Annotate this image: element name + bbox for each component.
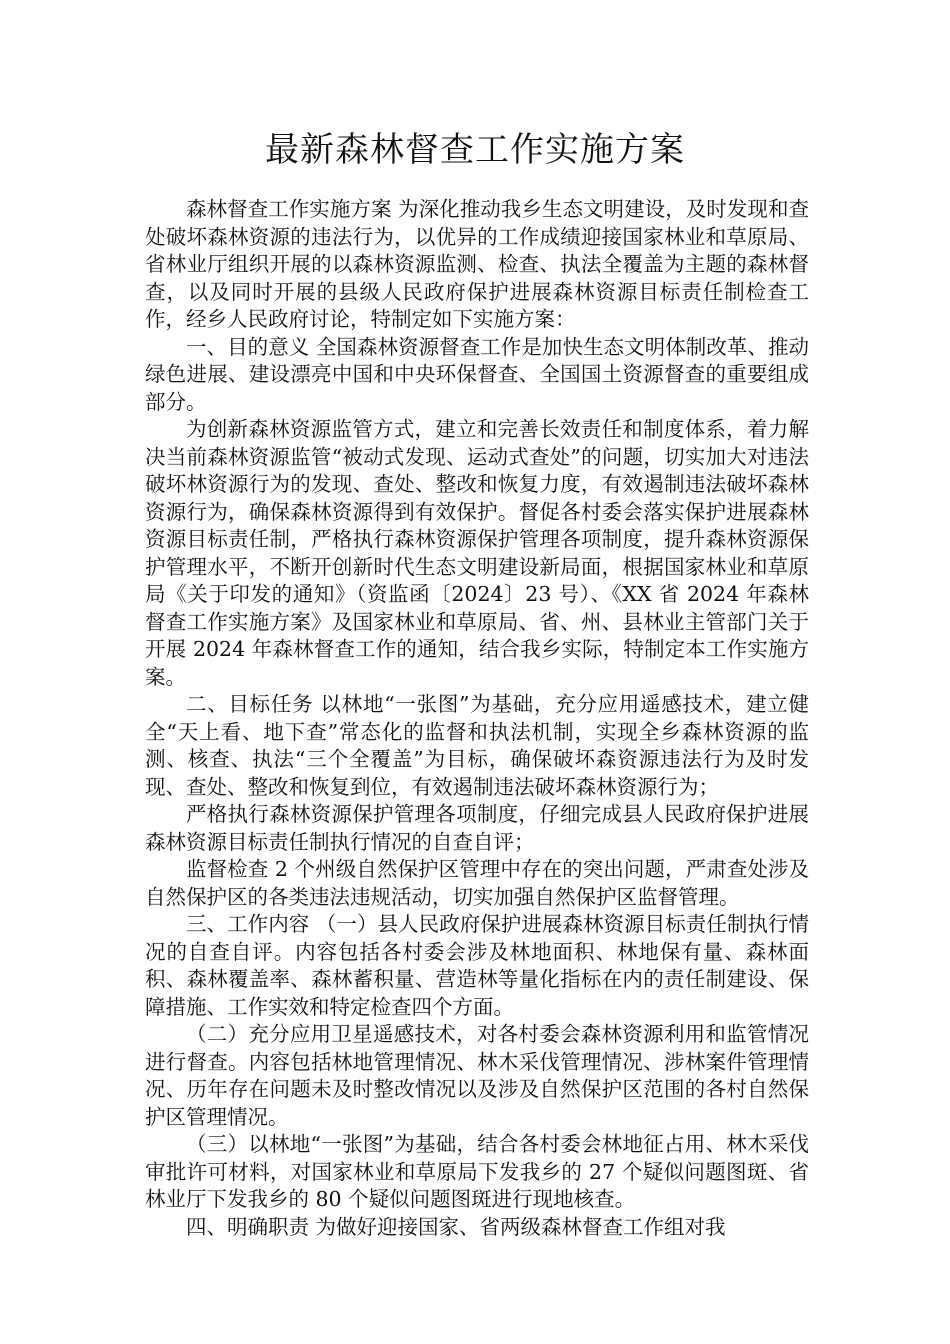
- document-body: [145, 196, 809, 1241]
- paragraph-innovation: 为创新森林资源监管方式，建立和完善长效责任和制度体系，着力解决当前森林资源监管“被动式发现、运动式查处”的问题，切实加大对违法破坏林资源行为的发现、查处、整改和恢复力度，有效遏制违法破坏森林资源行为，确保森林资源得到有效保护。督促各村委会落实保护进展森林资源目标责任制，严格执行森林资源保护管理各项制度，提升森林资源保护管理水平，不断开创新时代生态文明建设新局面，根据国家林业和草原局《关于印发的通知》（资监函〔2024〕23 号）、《XX 省 2024 年森林督查工作实施方案》及国家林业和草原局、省、州、县林业主管部门关于开展 2024 年森林督查工作的通知，结合我乡实际，特制定本工作实施方案。: [145, 417, 809, 689]
- paragraph-goals: 二、目标任务 以林地“一张图”为基础，充分应用遥感技术，建立健全“天上看、地下查”常态化的监督和执法机制，实现全乡森林资源的监测、核查、执法“三个全覆盖”为目标，确保破坏森资源违法行为及时发现、查处、整改和恢复到位，有效遏制违法破坏森林资源行为；: [145, 692, 809, 799]
- paragraph-regulations: 严格执行森林资源保护管理各项制度，仔细完成县人民政府保护进展森林资源目标责任制执行情况的自查自评；: [145, 802, 809, 854]
- paragraph-intro: 森林督查工作实施方案 为深化推动我乡生态文明建设，及时发现和查处破坏森林资源的违法行为，以优异的工作成绩迎接国家林业和草原局、省林业厅组织开展的以森林资源监测、检查、执法全覆盖为主题的森林督查，以及同时开展的县级人民政府保护进展森林资源目标责任制检查工作，经乡人民政府讨论，特制定如下实施方案：: [145, 197, 809, 331]
- paragraph-supervision: 监督检查 2 个州级自然保护区管理中存在的突出问题，严肃查处涉及自然保护区的各类违法违规活动，切实加强自然保护区监督管理。: [145, 857, 809, 909]
- paragraph-purpose: 一、目的意义 全国森林资源督查工作是加快生态文明体制改革、推动绿色进展、建设漂亮中国和中央环保督查、全国国土资源督查的重要组成部分。: [145, 334, 809, 414]
- paragraph-work-content-1: 三、工作内容 （一）县人民政府保护进展森林资源目标责任制执行情况的自查自评。内容包括各村委会涉及林地面积、林地保有量、森林面积、森林覆盖率、森林蓄积量、营造林等量化指标在内的责任制建设、保障措施、工作实效和特定检查四个方面。: [145, 912, 809, 1019]
- paragraph-responsibilities: 四、明确职责 为做好迎接国家、省两级森林督查工作组对我: [186, 1214, 726, 1239]
- paragraph-work-content-3: （三）以林地“一张图”为基础，结合各村委会林地征占用、林木采伐审批许可材料，对国家林业和草原局下发我乡的 27 个疑似问题图斑、省林业厅下发我乡的 80 个疑似问题图斑进行现地核查。: [145, 1132, 809, 1211]
- paragraph-work-content-2: （二）充分应用卫星遥感技术，对各村委会森林资源利用和监管情况进行督查。内容包括林地管理情况、林木采伐管理情况、涉林案件管理情况、历年存在问题未及时整改情况以及涉及自然保护区范围的各村自然保护区管理情况。: [145, 1022, 809, 1129]
- document-title: 最新森林督查工作实施方案: [265, 130, 685, 170]
